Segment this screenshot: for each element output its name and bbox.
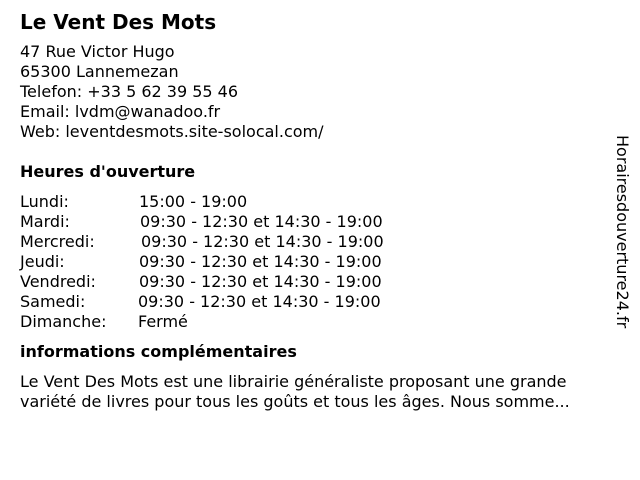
hours-time: 09:30 - 12:30 et 14:30 - 19:00 bbox=[138, 292, 381, 311]
hours-row-friday bbox=[20, 272, 620, 292]
web-line: Web: leventdesmots.site-solocal.com/ bbox=[20, 122, 324, 141]
info-heading: informations complémentaires bbox=[20, 342, 297, 361]
address-city: 65300 Lannemezan bbox=[20, 62, 179, 81]
hours-time: 15:00 - 19:00 bbox=[139, 192, 248, 211]
hours-day: Vendredi: bbox=[20, 272, 96, 291]
hours-time: Fermé bbox=[138, 312, 188, 331]
phone-line: Telefon: +33 5 62 39 55 46 bbox=[20, 82, 239, 101]
hours-row-wednesday bbox=[20, 232, 620, 252]
hours-row-sunday bbox=[20, 312, 620, 332]
hours-row-tuesday bbox=[20, 212, 620, 232]
business-name: Le Vent Des Mots bbox=[20, 10, 217, 34]
hours-heading: Heures d'ouverture bbox=[20, 162, 196, 181]
info-line: variété de livres pour tous les goûts et tous les âges. Nous somme... bbox=[20, 392, 570, 411]
business-card bbox=[20, 10, 620, 412]
hours-day: Dimanche: bbox=[20, 312, 107, 331]
hours-table bbox=[20, 192, 620, 332]
hours-row-thursday bbox=[20, 252, 620, 272]
hours-day: Lundi: bbox=[20, 192, 69, 211]
side-brand-watermark: Horairesdouverture24.fr bbox=[613, 135, 632, 329]
hours-time: 09:30 - 12:30 et 14:30 - 19:00 bbox=[139, 272, 382, 291]
hours-day: Mardi: bbox=[20, 212, 70, 231]
hours-row-saturday bbox=[20, 292, 620, 312]
info-line: Le Vent Des Mots est une librairie généraliste proposant une grande bbox=[20, 372, 567, 391]
email-line: Email: lvdm@wanadoo.fr bbox=[20, 102, 221, 121]
hours-day: Mercredi: bbox=[20, 232, 95, 251]
hours-day: Jeudi: bbox=[20, 252, 65, 271]
hours-day: Samedi: bbox=[20, 292, 86, 311]
hours-row-monday bbox=[20, 192, 620, 212]
hours-time: 09:30 - 12:30 et 14:30 - 19:00 bbox=[141, 232, 384, 251]
address-street: 47 Rue Victor Hugo bbox=[20, 42, 175, 61]
info-description bbox=[20, 372, 620, 412]
hours-time: 09:30 - 12:30 et 14:30 - 19:00 bbox=[140, 212, 383, 231]
contact-block bbox=[20, 42, 620, 142]
hours-time: 09:30 - 12:30 et 14:30 - 19:00 bbox=[139, 252, 382, 271]
